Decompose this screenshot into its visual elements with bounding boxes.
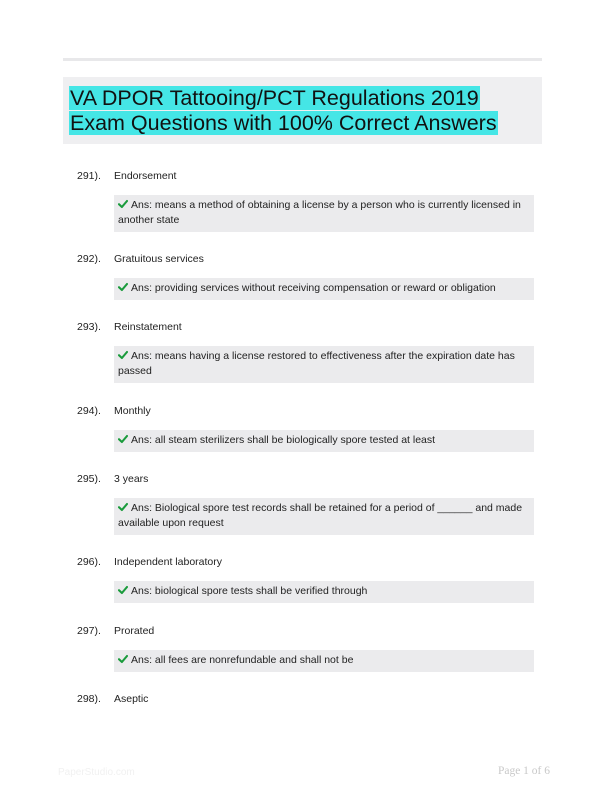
answer-text: Ans: means a method of obtaining a license by a person who is currently licensed in another state [118,199,521,226]
check-icon [118,199,128,209]
check-icon [118,654,128,664]
question-term: Aseptic [114,693,149,705]
answer-box [114,650,534,672]
question-term: Reinstatement [114,321,182,333]
question-term: Prorated [114,625,155,637]
answer-box [114,278,534,300]
question-number: 293). [77,321,101,333]
answer-box [114,430,534,452]
question-number: 297). [77,625,101,637]
check-icon [118,282,128,292]
answer-text: Ans: all fees are nonrefundable and shall not be [131,654,354,666]
question-term: Gratuitous services [114,253,204,265]
question-term: Monthly [114,405,151,417]
top-divider [63,58,542,61]
page-title [69,86,537,136]
check-icon [118,585,128,595]
page-number: Page 1 of 6 [497,765,550,777]
answer-text: Ans: biological spore tests shall be verified through [131,585,368,597]
question-number: 292). [77,253,101,265]
check-icon [118,434,128,444]
answer-text: Ans: means having a license restored to effectiveness after the expiration date has passed [118,350,515,377]
footer-watermark: PaperStudio.com [58,767,135,778]
answer-box [114,498,534,535]
question-term: Endorsement [114,170,177,182]
check-icon [118,502,128,512]
question-number: 291). [77,170,101,182]
question-number: 294). [77,405,101,417]
question-term: Independent laboratory [114,556,222,568]
title-text: VA DPOR Tattooing/PCT Regulations 2019 Exam Questions with 100% Correct Answers [70,86,497,135]
answer-box [114,581,534,603]
answer-text: Ans: all steam sterilizers shall be biologically spore tested at least [131,434,436,446]
question-term: 3 years [114,473,149,485]
answer-box [114,195,534,232]
question-number: 298). [77,693,101,705]
answer-text: Ans: providing services without receiving compensation or reward or obligation [131,282,496,294]
check-icon [118,350,128,360]
answer-box [114,346,534,383]
answer-text: Ans: Biological spore test records shall be retained for a period of ______ and made available upon request [118,502,523,529]
question-number: 295). [77,473,101,485]
question-number: 296). [77,556,101,568]
